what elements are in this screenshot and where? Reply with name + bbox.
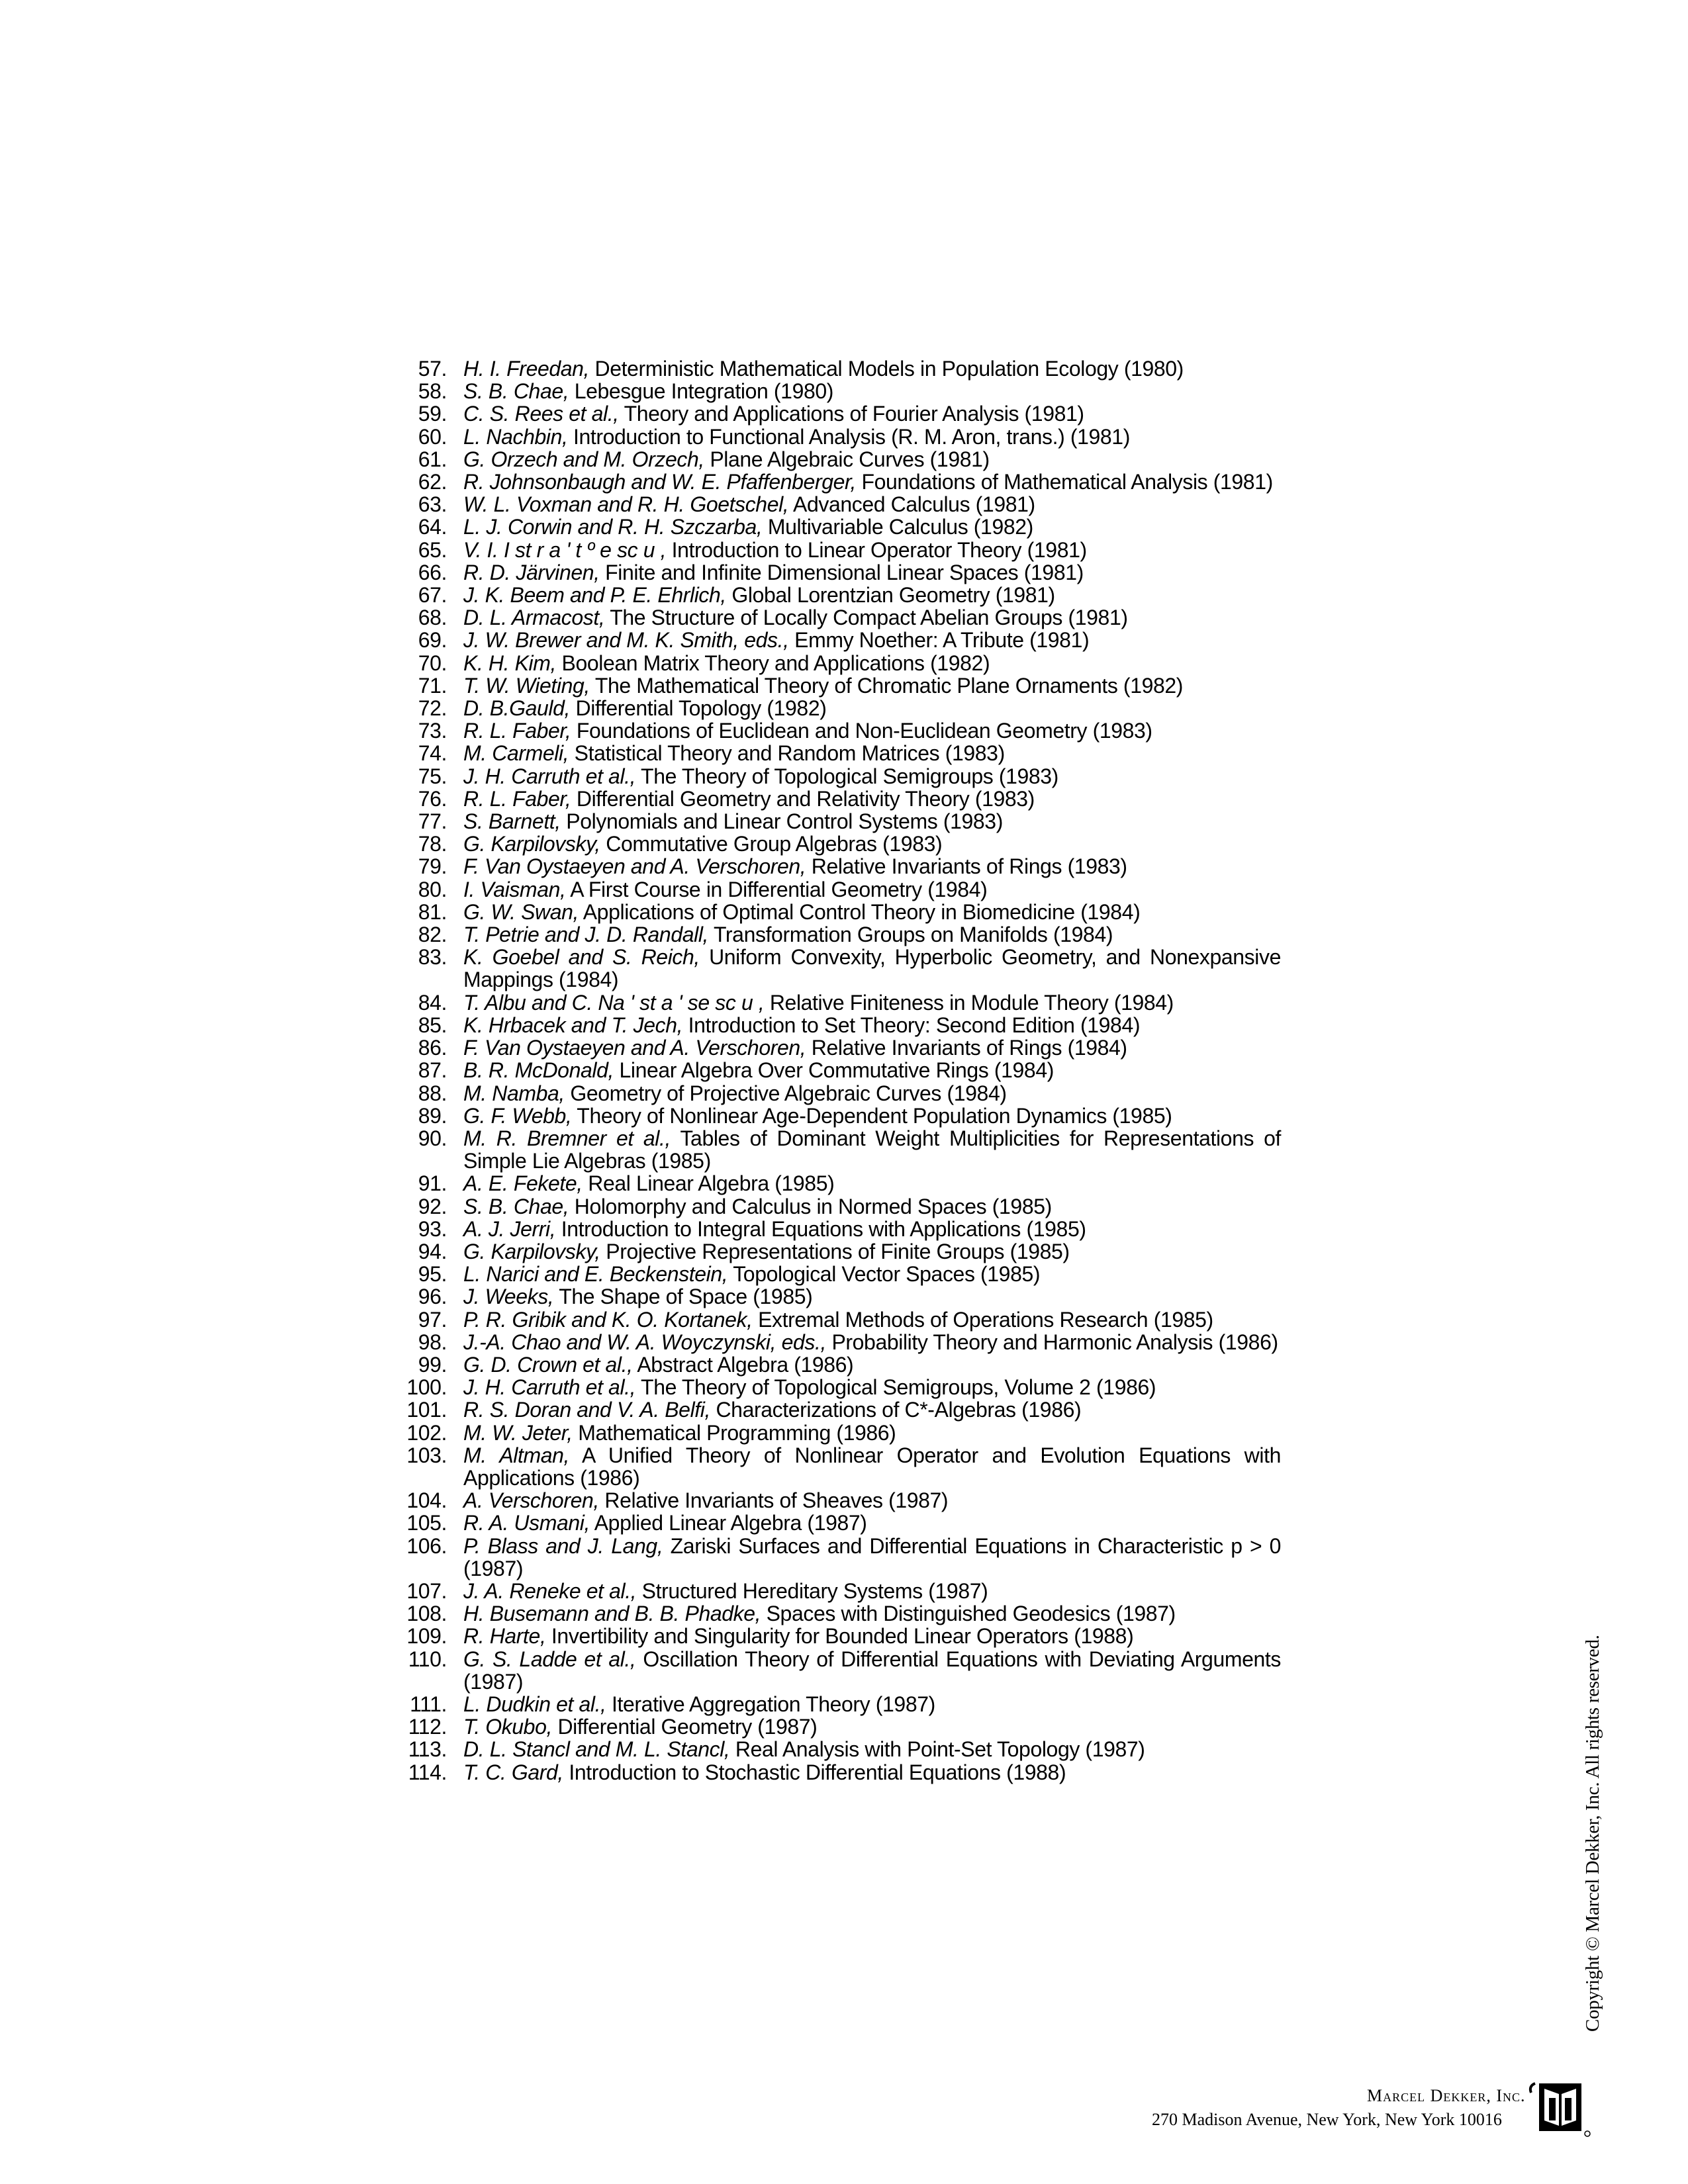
item-title: Linear Algebra Over Commutative Rings (1984) xyxy=(613,1058,1054,1083)
item-title: The Theory of Topological Semigroups, Volume 2 (1986) xyxy=(635,1375,1156,1400)
book-series-list xyxy=(394,357,1281,1784)
item-authors: G. F. Webb, xyxy=(463,1103,572,1128)
item-title: Polynomials and Linear Control Systems (1983) xyxy=(560,809,1003,834)
list-item xyxy=(394,1512,1281,1534)
item-number: 89. xyxy=(418,1103,447,1128)
item-authors: H. Busemann and B. B. Phadke, xyxy=(463,1602,761,1626)
item-number: 88. xyxy=(418,1081,447,1105)
item-authors: S. B. Chae, xyxy=(463,379,569,404)
item-authors: R. A. Usmani, xyxy=(463,1511,590,1535)
item-number: 109. xyxy=(406,1624,447,1649)
item-number: 91. xyxy=(418,1171,447,1196)
list-item xyxy=(394,1172,1281,1195)
list-item xyxy=(394,1602,1281,1625)
item-title: Differential Geometry (1987) xyxy=(551,1715,818,1739)
list-item xyxy=(394,1738,1281,1760)
item-number: 60. xyxy=(418,424,447,449)
list-item xyxy=(394,742,1281,764)
item-number: 102. xyxy=(406,1420,447,1445)
item-title: Introduction to Functional Analysis (R. M. Aron, trans.) (1981) xyxy=(567,424,1130,449)
item-authors: F. Van Oystaeyen and A. Verschoren, xyxy=(463,854,806,879)
item-authors: R. Harte, xyxy=(463,1624,546,1649)
item-number: 75. xyxy=(418,764,447,788)
item-title: Abstract Algebra (1986) xyxy=(632,1352,854,1377)
item-number: 98. xyxy=(418,1330,447,1354)
item-number: 76. xyxy=(418,786,447,811)
item-authors: T. W. Wieting, xyxy=(463,673,590,698)
item-title: Commutative Group Algebras (1983) xyxy=(600,832,943,856)
list-item xyxy=(394,516,1281,538)
list-item xyxy=(394,1218,1281,1240)
item-title: Theory of Nonlinear Age-Dependent Population Dynamics (1985) xyxy=(571,1103,1172,1128)
item-authors: W. L. Voxman and R. H. Goetschel, xyxy=(463,492,789,517)
item-number: 83. xyxy=(418,945,447,970)
item-number: 71. xyxy=(418,673,447,698)
item-authors: S. B. Chae, xyxy=(463,1194,569,1218)
item-authors: H. I. Freedan, xyxy=(463,357,590,381)
list-item xyxy=(394,652,1281,674)
list-item xyxy=(394,697,1281,719)
list-item xyxy=(394,1422,1281,1444)
list-item xyxy=(394,674,1281,697)
item-authors: J. K. Beem and P. E. Ehrlich, xyxy=(463,583,726,608)
list-item xyxy=(394,1263,1281,1285)
item-title: Emmy Noether: A Tribute (1981) xyxy=(788,628,1090,653)
item-authors: D. L. Stancl and M. L. Stancl, xyxy=(463,1737,730,1762)
item-title: A First Course in Differential Geometry (1984) xyxy=(565,877,988,901)
list-item xyxy=(394,402,1281,425)
item-authors: K. Goebel and S. Reich, xyxy=(463,945,700,970)
item-title: Zariski Surfaces and Differential Equations in Characteristic p > 0 (1987) xyxy=(463,1533,1281,1580)
list-item xyxy=(394,1535,1281,1580)
item-title: Oscillation Theory of Differential Equations with Deviating Arguments (1987) xyxy=(463,1647,1281,1694)
item-authors: T. Albu and C. Na ' st a ' se sc u , xyxy=(463,990,765,1015)
list-item xyxy=(394,1036,1281,1059)
item-authors: S. Barnett, xyxy=(463,809,561,834)
item-number: 68. xyxy=(418,606,447,630)
item-number: 107. xyxy=(406,1578,447,1603)
item-authors: R. S. Doran and V. A. Belfi, xyxy=(463,1398,710,1422)
item-title: The Mathematical Theory of Chromatic Plane Ornaments (1982) xyxy=(589,673,1184,698)
item-title: Projective Representations of Finite Groups (1985) xyxy=(600,1239,1070,1263)
item-authors: G. Orzech and M. Orzech, xyxy=(463,447,704,471)
item-number: 72. xyxy=(418,696,447,721)
item-number: 113. xyxy=(408,1737,447,1762)
item-number: 58. xyxy=(418,379,447,404)
item-title: Relative Invariants of Sheaves (1987) xyxy=(598,1488,949,1513)
item-authors: K. Hrbacek and T. Jech, xyxy=(463,1013,683,1037)
item-number: 93. xyxy=(418,1216,447,1241)
list-item xyxy=(394,1240,1281,1263)
item-title: Theory and Applications of Fourier Analysis (1981) xyxy=(618,402,1084,426)
list-item xyxy=(394,1398,1281,1421)
item-authors: J.-A. Chao and W. A. Woyczynski, eds., xyxy=(463,1330,826,1354)
list-item xyxy=(394,426,1281,448)
item-number: 100. xyxy=(406,1375,447,1400)
list-item xyxy=(394,1014,1281,1036)
item-number: 73. xyxy=(418,719,447,743)
item-title: Foundations of Mathematical Analysis (1981) xyxy=(856,470,1273,494)
item-authors: R. L. Faber, xyxy=(463,786,571,811)
item-title: Iterative Aggregation Theory (1987) xyxy=(606,1692,935,1716)
item-title: Applied Linear Algebra (1987) xyxy=(590,1511,867,1535)
list-item xyxy=(394,1331,1281,1353)
item-authors: G. S. Ladde et al., xyxy=(463,1647,636,1671)
item-title: Applications of Optimal Control Theory in Biomedicine (1984) xyxy=(579,899,1141,924)
item-title: Global Lorentzian Geometry (1981) xyxy=(726,583,1055,608)
item-title: Differential Geometry and Relativity Theory (1983) xyxy=(571,786,1035,811)
item-title: Topological Vector Spaces (1985) xyxy=(727,1262,1041,1287)
list-item xyxy=(394,1761,1281,1784)
list-item xyxy=(394,629,1281,651)
item-number: 106. xyxy=(406,1533,447,1558)
item-title: Relative Invariants of Rings (1984) xyxy=(806,1036,1127,1060)
item-number: 104. xyxy=(406,1488,447,1513)
item-authors: J. A. Reneke et al., xyxy=(463,1578,637,1603)
item-number: 61. xyxy=(418,447,447,471)
item-authors: T. C. Gard, xyxy=(463,1760,563,1784)
item-number: 85. xyxy=(418,1013,447,1037)
item-number: 74. xyxy=(418,741,447,766)
list-item xyxy=(394,1489,1281,1512)
item-number: 97. xyxy=(418,1307,447,1332)
publisher-address: 270 Madison Avenue, New York, New York 10016 xyxy=(1152,2110,1502,2129)
item-title: Spaces with Distinguished Geodesics (1987) xyxy=(761,1602,1176,1626)
list-item xyxy=(394,1376,1281,1398)
item-title: Foundations of Euclidean and Non-Euclidean Geometry (1983) xyxy=(571,719,1152,743)
list-item xyxy=(394,539,1281,561)
item-authors: L. J. Corwin and R. H. Szczarba, xyxy=(463,515,763,539)
item-authors: F. Van Oystaeyen and A. Verschoren, xyxy=(463,1036,806,1060)
list-item xyxy=(394,1625,1281,1647)
item-number: 66. xyxy=(418,560,447,584)
item-title: Introduction to Set Theory: Second Edition (1984) xyxy=(682,1013,1141,1037)
item-title: Introduction to Stochastic Differential Equations (1988) xyxy=(563,1760,1066,1784)
item-title: Uniform Convexity, Hyperbolic Geometry, and Nonexpansive Mappings (1984) xyxy=(463,945,1281,992)
list-item xyxy=(394,923,1281,946)
item-number: 65. xyxy=(418,537,447,562)
item-authors: J. W. Brewer and M. K. Smith, eds., xyxy=(463,628,789,653)
item-title: Introduction to Linear Operator Theory (1981) xyxy=(666,537,1087,562)
item-authors: I. Vaisman, xyxy=(463,877,566,901)
item-authors: A. Verschoren, xyxy=(463,1488,599,1513)
item-authors: M. R. Bremner et al., xyxy=(463,1126,671,1150)
copyright-notice: Copyright © Marcel Dekker, Inc. All rights reserved. xyxy=(1582,1635,1603,2032)
list-item xyxy=(394,561,1281,584)
item-title: A Unified Theory of Nonlinear Operator and Evolution Equations with Applications (1986) xyxy=(463,1443,1281,1490)
item-number: 81. xyxy=(418,899,447,924)
item-authors: C. S. Rees et al., xyxy=(463,402,619,426)
item-title: Plane Algebraic Curves (1981) xyxy=(704,447,990,471)
item-authors: L. Narici and E. Beckenstein, xyxy=(463,1262,728,1287)
item-authors: R. D. Järvinen, xyxy=(463,560,600,584)
item-authors: T. Petrie and J. D. Randall, xyxy=(463,923,709,947)
item-authors: J. H. Carruth et al., xyxy=(463,764,636,788)
item-number: 108. xyxy=(406,1602,447,1626)
item-title: Advanced Calculus (1981) xyxy=(788,492,1035,517)
item-authors: L. Nachbin, xyxy=(463,424,568,449)
list-item xyxy=(394,471,1281,493)
item-number: 80. xyxy=(418,877,447,901)
item-number: 64. xyxy=(418,515,447,539)
item-number: 99. xyxy=(418,1352,447,1377)
list-item xyxy=(394,606,1281,629)
item-authors: G. D. Crown et al., xyxy=(463,1352,633,1377)
publisher-logo-icon xyxy=(1526,2078,1592,2138)
list-item xyxy=(394,1127,1281,1172)
item-title: Relative Invariants of Rings (1983) xyxy=(806,854,1127,879)
item-title: Statistical Theory and Random Matrices (1983) xyxy=(569,741,1005,766)
item-number: 84. xyxy=(418,990,447,1015)
list-item xyxy=(394,991,1281,1014)
item-number: 105. xyxy=(406,1511,447,1535)
item-title: Differential Topology (1982) xyxy=(570,696,827,721)
item-authors: M. W. Jeter, xyxy=(463,1420,573,1445)
item-authors: J. H. Carruth et al., xyxy=(463,1375,636,1400)
list-item xyxy=(394,833,1281,855)
item-title: Finite and Infinite Dimensional Linear Spaces (1981) xyxy=(599,560,1084,584)
item-authors: G. Karpilovsky, xyxy=(463,832,600,856)
item-title: Multivariable Calculus (1982) xyxy=(762,515,1033,539)
list-item xyxy=(394,901,1281,923)
item-authors: M. Namba, xyxy=(463,1081,565,1105)
item-authors: P. R. Gribik and K. O. Kortanek, xyxy=(463,1307,753,1332)
item-number: 62. xyxy=(418,470,447,494)
item-title: Transformation Groups on Manifolds (1984) xyxy=(708,923,1113,947)
list-item xyxy=(394,810,1281,833)
list-item xyxy=(394,946,1281,991)
item-title: Geometry of Projective Algebraic Curves (1984) xyxy=(564,1081,1007,1105)
list-item xyxy=(394,1580,1281,1602)
list-item xyxy=(394,719,1281,742)
item-number: 70. xyxy=(418,651,447,675)
item-title: Extremal Methods of Operations Research (1985) xyxy=(752,1307,1213,1332)
list-item xyxy=(394,1444,1281,1489)
item-authors: D. B.Gauld, xyxy=(463,696,571,721)
item-number: 95. xyxy=(418,1262,447,1287)
list-item xyxy=(394,855,1281,878)
item-number: 67. xyxy=(418,583,447,608)
item-title: Probability Theory and Harmonic Analysis (1986) xyxy=(825,1330,1278,1354)
item-title: Invertibility and Singularity for Bounded Linear Operators (1988) xyxy=(545,1624,1134,1649)
item-title: The Shape of Space (1985) xyxy=(553,1285,813,1309)
item-authors: G. W. Swan, xyxy=(463,899,579,924)
item-number: 111. xyxy=(410,1692,447,1716)
list-item xyxy=(394,357,1281,380)
list-item xyxy=(394,1715,1281,1738)
item-authors: K. H. Kim, xyxy=(463,651,557,675)
item-number: 57. xyxy=(418,357,447,381)
item-title: Mathematical Programming (1986) xyxy=(572,1420,896,1445)
item-authors: R. Johnsonbaugh and W. E. Pfaffenberger, xyxy=(463,470,856,494)
list-item xyxy=(394,448,1281,471)
item-number: 101. xyxy=(406,1398,447,1422)
item-number: 69. xyxy=(418,628,447,653)
list-item xyxy=(394,788,1281,810)
item-authors: G. Karpilovsky, xyxy=(463,1239,600,1263)
item-authors: P. Blass and J. Lang, xyxy=(463,1533,663,1558)
list-item xyxy=(394,1308,1281,1331)
list-item xyxy=(394,584,1281,606)
item-title: Boolean Matrix Theory and Applications (1982) xyxy=(556,651,990,675)
item-number: 112. xyxy=(408,1715,447,1739)
item-number: 77. xyxy=(418,809,447,834)
publisher-name: Marcel Dekker, Inc. xyxy=(1367,2086,1526,2105)
item-authors: L. Dudkin et al., xyxy=(463,1692,606,1716)
item-number: 63. xyxy=(418,492,447,517)
item-authors: R. L. Faber, xyxy=(463,719,571,743)
item-title: Relative Finiteness in Module Theory (1984) xyxy=(764,990,1174,1015)
item-number: 90. xyxy=(418,1126,447,1150)
item-number: 103. xyxy=(406,1443,447,1467)
item-authors: A. J. Jerri, xyxy=(463,1216,556,1241)
item-title: Lebesgue Integration (1980) xyxy=(569,379,834,404)
item-number: 87. xyxy=(418,1058,447,1083)
list-item xyxy=(394,1353,1281,1376)
item-number: 79. xyxy=(418,854,447,879)
item-title: The Theory of Topological Semigroups (1983) xyxy=(635,764,1058,788)
list-item xyxy=(394,1285,1281,1308)
item-authors: M. Carmeli, xyxy=(463,741,569,766)
list-item xyxy=(394,380,1281,402)
item-title: Real Linear Algebra (1985) xyxy=(582,1171,835,1196)
item-authors: B. R. McDonald, xyxy=(463,1058,614,1083)
item-number: 96. xyxy=(418,1285,447,1309)
item-number: 114. xyxy=(408,1760,447,1784)
list-item xyxy=(394,1195,1281,1218)
item-authors: M. Altman, xyxy=(463,1443,569,1467)
item-authors: D. L. Armacost, xyxy=(463,606,605,630)
item-title: Real Analysis with Point-Set Topology (1987) xyxy=(729,1737,1145,1762)
item-number: 59. xyxy=(418,402,447,426)
list-item xyxy=(394,1059,1281,1081)
item-title: Tables of Dominant Weight Multiplicities for Representations of Simple Lie Algebras (1985) xyxy=(463,1126,1281,1173)
item-title: Holomorphy and Calculus in Normed Spaces (1985) xyxy=(569,1194,1052,1218)
item-title: Deterministic Mathematical Models in Population Ecology (1980) xyxy=(589,357,1184,381)
item-title: The Structure of Locally Compact Abelian Groups (1981) xyxy=(604,606,1128,630)
list-item xyxy=(394,493,1281,516)
item-number: 78. xyxy=(418,832,447,856)
item-authors: J. Weeks, xyxy=(463,1285,554,1309)
list-item xyxy=(394,1693,1281,1715)
item-title: Characterizations of C*-Algebras (1986) xyxy=(710,1398,1082,1422)
list-item xyxy=(394,878,1281,901)
item-authors: T. Okubo, xyxy=(463,1715,552,1739)
item-title: Structured Hereditary Systems (1987) xyxy=(636,1578,988,1603)
item-authors: A. E. Fekete, xyxy=(463,1171,583,1196)
item-authors: V. I. I st r a ' t º e sc u , xyxy=(463,537,667,562)
item-number: 92. xyxy=(418,1194,447,1218)
item-number: 82. xyxy=(418,923,447,947)
item-number: 86. xyxy=(418,1036,447,1060)
list-item xyxy=(394,1105,1281,1127)
item-number: 94. xyxy=(418,1239,447,1263)
list-item xyxy=(394,765,1281,788)
item-title: Introduction to Integral Equations with Applications (1985) xyxy=(555,1216,1086,1241)
list-item xyxy=(394,1648,1281,1693)
item-number: 110. xyxy=(408,1647,447,1671)
list-item xyxy=(394,1082,1281,1105)
